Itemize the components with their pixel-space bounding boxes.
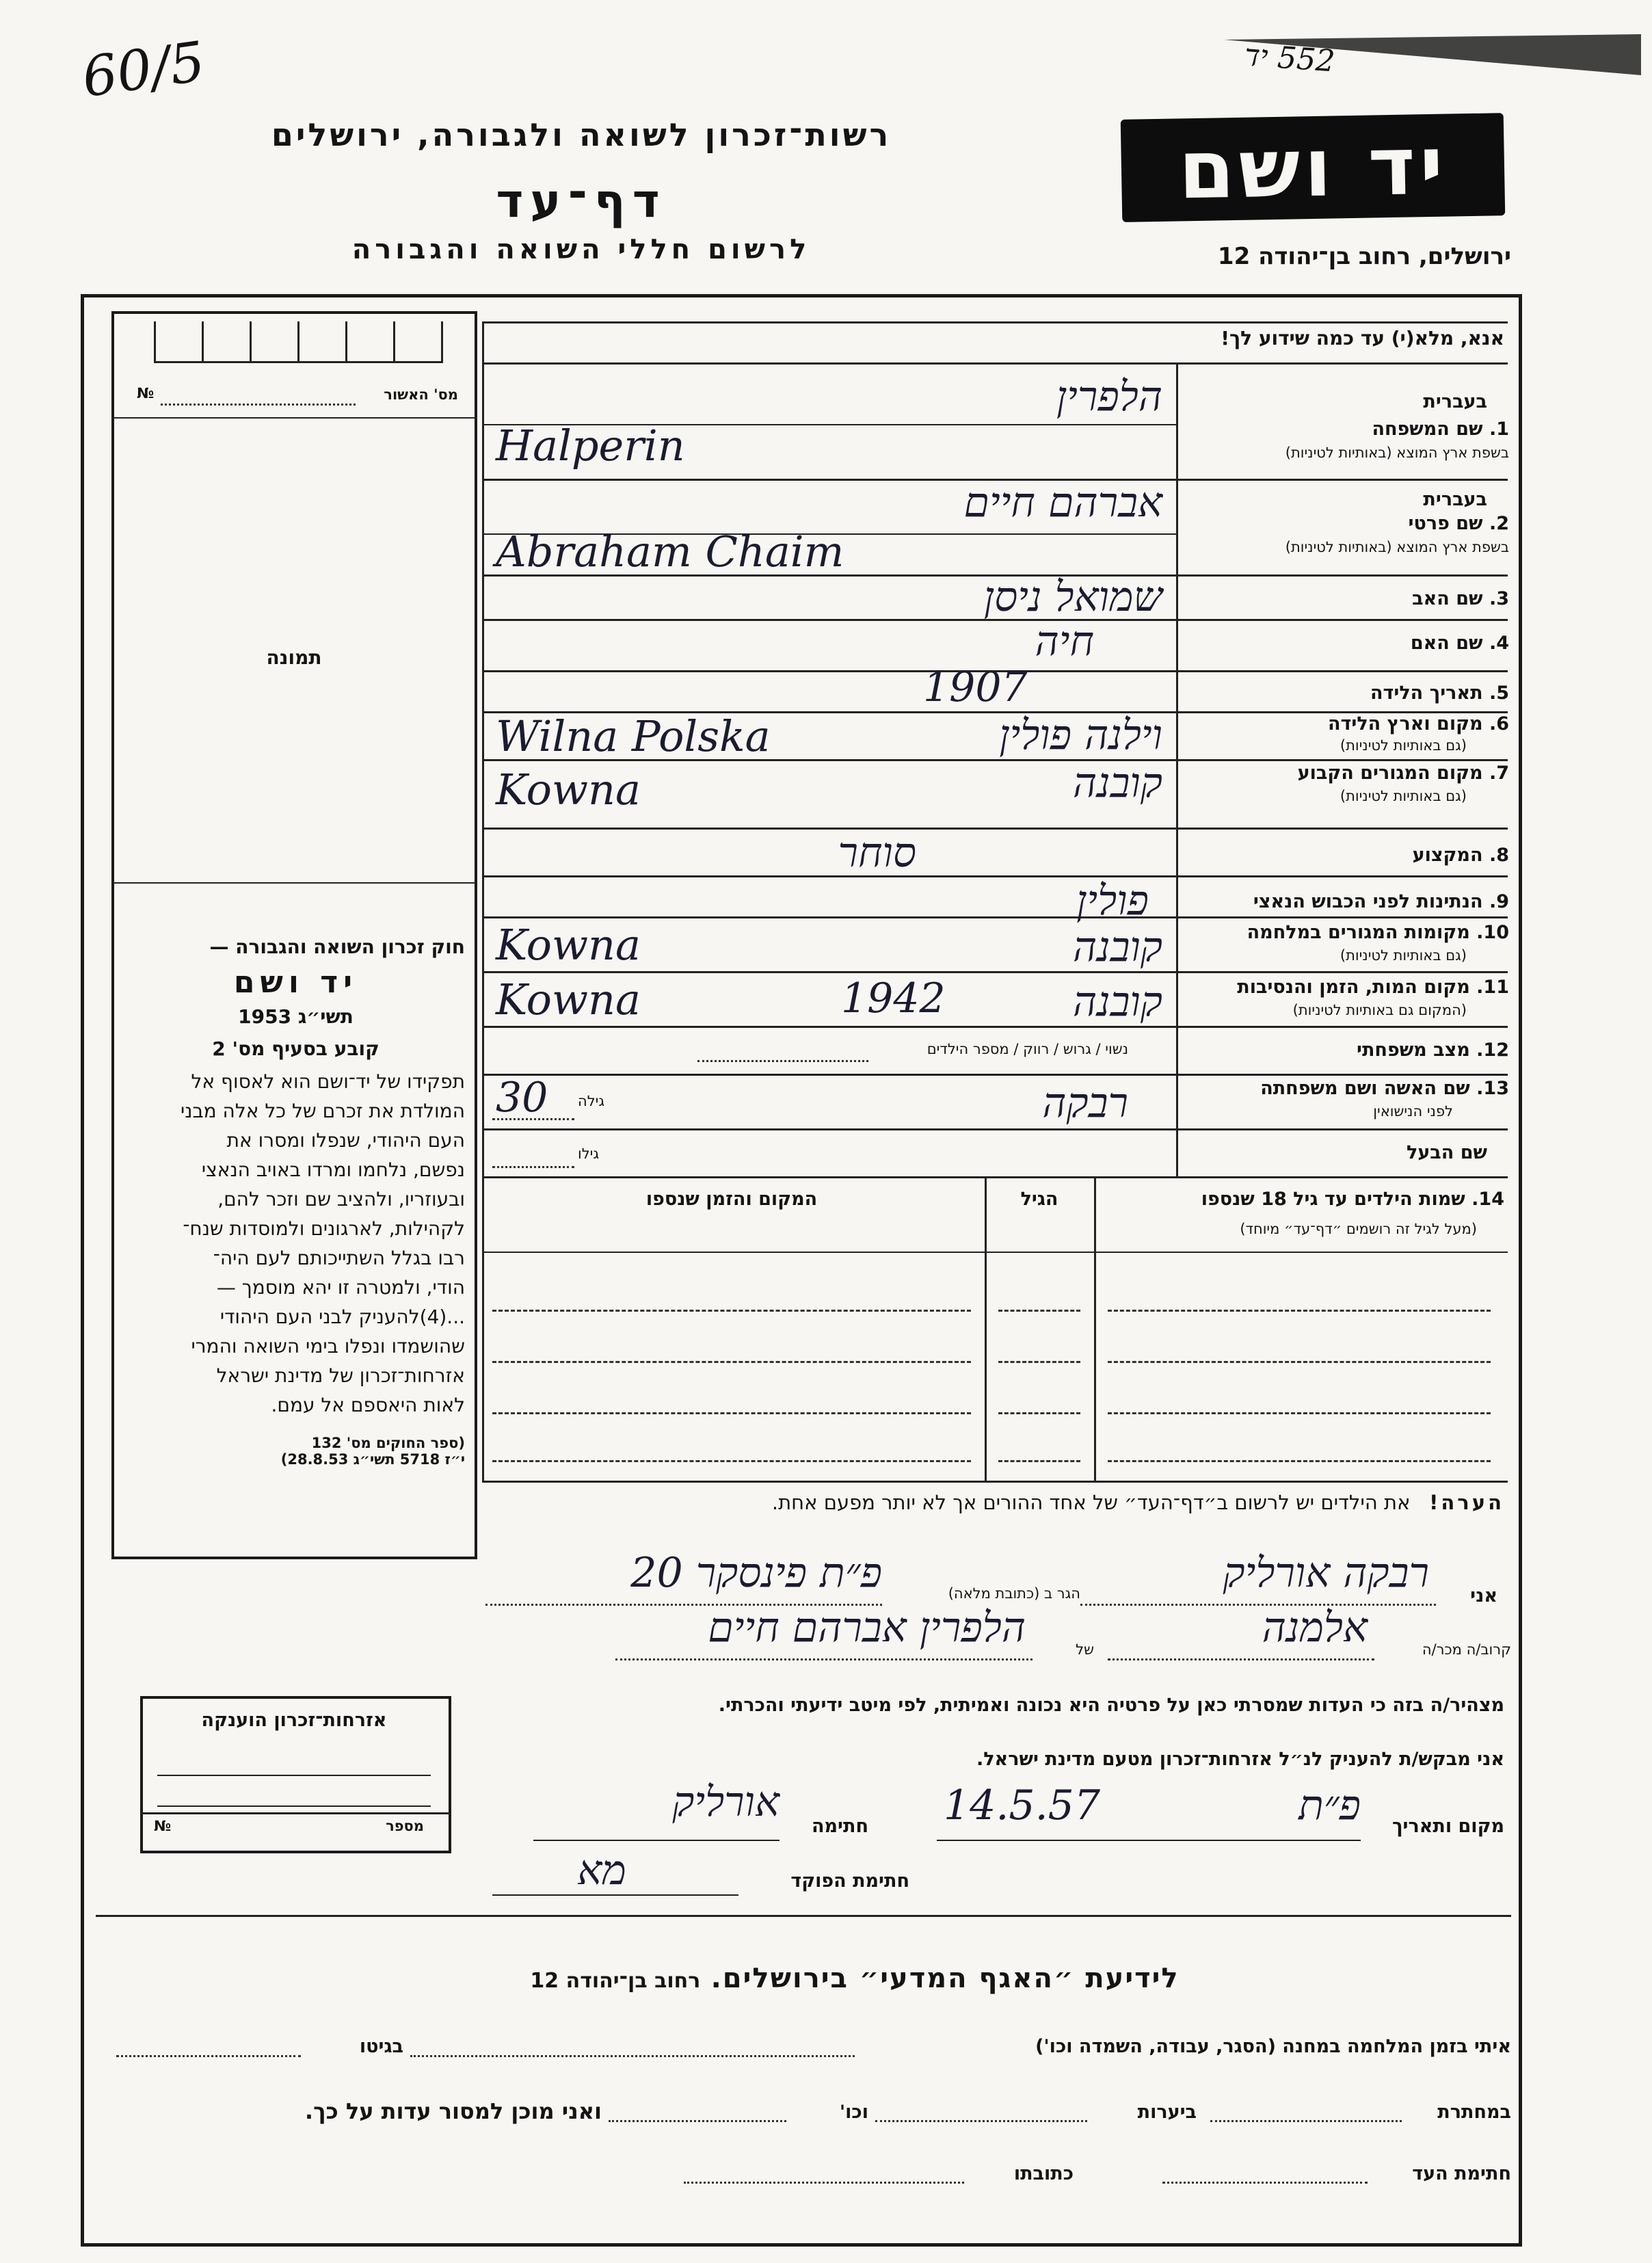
law-section: קובע בסעיף מס' 2 — [212, 1037, 379, 1060]
death-year: 1942 — [841, 975, 946, 1022]
footer-line3-b: כתובתו — [1013, 2163, 1074, 2184]
footer-line1-a: איתי בזמן המלחמה במחנה (הסגר, עבודה, השמדה וכו') — [1035, 2036, 1511, 2057]
footer-address: רחוב בן־יהודה 12 — [530, 1969, 701, 1993]
form-title: דף־עד — [496, 174, 667, 228]
note-text: את הילדים יש לרשום ב״דף־העד״ של אחד ההורים אך לא יותר מפעם אחת. — [771, 1491, 1411, 1514]
surname-latin: Halperin — [496, 421, 685, 471]
nationality: פולין — [1076, 877, 1149, 925]
surname-hebrew: הלפרין — [1056, 373, 1162, 421]
signature-label: חתימה — [811, 1816, 868, 1837]
residence-hebrew: קובנה — [1072, 759, 1162, 807]
law-block — [126, 936, 465, 1468]
stamp-box-number-suffix: № — [154, 1818, 172, 1834]
lives-at-label: הגר ב (כתובת מלאה) — [948, 1585, 1080, 1602]
given-name-latin: Abraham Chaim — [496, 527, 844, 577]
corner-note: 552 יד — [1243, 38, 1336, 79]
stamp-box-title: אזרחות־זכרון הוענקה — [201, 1710, 387, 1731]
children-label: 14. שמות הילדים עד גיל 18 שנספו — [1201, 1189, 1504, 1210]
officer-signature[interactable]: מא — [577, 1847, 626, 1894]
decl-ani: אני — [1470, 1585, 1497, 1606]
photo-label: תמונה — [266, 646, 322, 669]
children-place-header: המקום והזמן שנספו — [645, 1189, 818, 1210]
footer-line3-a: חתימת העד — [1412, 2163, 1511, 2184]
approval-number-boxes[interactable] — [140, 321, 482, 364]
place-date-label: מקום ותאריך — [1391, 1816, 1504, 1837]
footer-line2-a: במחתרת — [1437, 2102, 1511, 2123]
law-year: תשי״ג 1953 — [238, 1005, 354, 1028]
birthplace-latin: Wilna Polska — [496, 711, 771, 761]
children-age-header: הגיל — [1020, 1189, 1058, 1210]
law-name: יד ושם — [233, 965, 358, 1000]
law-reference-1: (ספר החוקים מס' 132 — [311, 1435, 465, 1451]
birthplace-hebrew: וילנה פולין — [999, 711, 1162, 759]
husband-age-label: גילו — [578, 1146, 600, 1162]
death-place-latin: Kowna — [496, 975, 641, 1024]
profession: סוחר — [838, 829, 916, 877]
form-subtitle: לרשום חללי השואה והגבורה — [351, 234, 811, 265]
wife-age: 30 — [496, 1074, 548, 1122]
relative-label: קרוב/ה מכר/ה — [1422, 1641, 1511, 1658]
footer-title: לידיעת ״האגף המדעי״ בירושלים. — [710, 1963, 1180, 1994]
date-value[interactable]: 14.5.57 — [944, 1782, 1101, 1829]
wife-name: רבקה — [1042, 1079, 1128, 1127]
of-label: של — [1076, 1641, 1094, 1658]
place-value[interactable]: פ״ת — [1298, 1782, 1361, 1829]
deceased-name[interactable]: הלפרין אברהם חיים — [708, 1604, 1026, 1652]
wife-age-label: גילה — [578, 1093, 605, 1109]
declare-text: מצהיר/ה בזה כי העדות שמסרתי כאן על פרטיה היא נכונה ואמיתית, לפי מיטב ידיעתי והכרתי. — [718, 1695, 1504, 1716]
mother-name: חיה — [1035, 618, 1094, 665]
given-name-hebrew: אברהם חיים — [963, 479, 1162, 527]
relative-value[interactable]: אלמנה — [1262, 1604, 1368, 1652]
approval-number-suffix: № — [137, 385, 155, 401]
signature-value[interactable]: אורליק — [672, 1778, 780, 1826]
approval-number-label: מס' האשור — [384, 386, 458, 403]
law-reference-2: י״ז 5718 תשי״ג 28.8.53) — [280, 1451, 465, 1468]
footer-line2-c: וכו' — [839, 2102, 868, 2123]
birth-date: 1907 — [923, 663, 1028, 711]
father-name: שמואל ניסן — [983, 573, 1162, 621]
request-text: אני מבקש/ת להעניק לנ״ל אזרחות־זכרון מטעם מדינת ישראל. — [976, 1749, 1504, 1770]
yad-vashem-address: ירושלים, רחוב בן־יהודה 12 — [1217, 243, 1511, 270]
witness-name[interactable]: רבקה אורליק — [1223, 1549, 1429, 1597]
witness-address[interactable]: פ״ת פינסקר 20 — [630, 1549, 882, 1597]
officer-label: חתימת הפוקד — [790, 1870, 909, 1892]
note-label: הערה! — [1429, 1491, 1504, 1514]
instruction: אנא, מלא(י) עד כמה שידוע לך! — [1221, 327, 1504, 349]
yad-vashem-logo: יד ושם — [1121, 113, 1506, 222]
corner-mark-icon — [1224, 27, 1648, 89]
wartime-residence-hebrew: קובנה — [1072, 923, 1162, 971]
law-title: חוק זכרון השואה והגבורה — — [209, 936, 465, 958]
family-status-note: נשוי / גרוש / רווק / מספר הילדים — [927, 1041, 1128, 1057]
stamp-box-number-label: מספר — [386, 1818, 424, 1834]
death-place-hebrew: קובנה — [1072, 978, 1162, 1026]
footer-title-row — [479, 1963, 1231, 1994]
note — [499, 1491, 1504, 1514]
archive-note: 60/5 — [78, 29, 209, 110]
footer-line1-b: בגיטו — [359, 2036, 403, 2057]
footer-line2-d: ואני מוכן למסור עדות על כך. — [304, 2098, 602, 2124]
law-text: תפקידו של יד־ושם הוא לאסוף אל המולדת את זכרם של כל אלה מבני העם היהודי, שנפלו ומסרו את נפשם, נלחמו ומרדו באויב הנאצי ובעוזריו, ולהציב שם וזכר להם, לקהילות, לארגונים ולמוסדות שנח־ רבו בגלל השתייכותם לעם היה־ הודי, ולמטרה זו יהא מוסמך — ...(4)להעניק לבני העם היהודי שהושמדו ונפלו בימי השואה והמרי אזרחות־זכרון של מדינת ישראל לאות היאספם אל עמם. — [180, 1070, 465, 1416]
children-hint: (מעל לגיל זה רושמים ״דף־עד״ מיוחד) — [1240, 1221, 1477, 1237]
authority-line: רשות־זכרון לשואה ולגבורה, ירושלים — [271, 116, 892, 153]
residence-latin: Kowna — [496, 765, 641, 815]
footer-line2-b: ביערות — [1137, 2102, 1197, 2123]
wartime-residence-latin: Kowna — [496, 920, 641, 970]
